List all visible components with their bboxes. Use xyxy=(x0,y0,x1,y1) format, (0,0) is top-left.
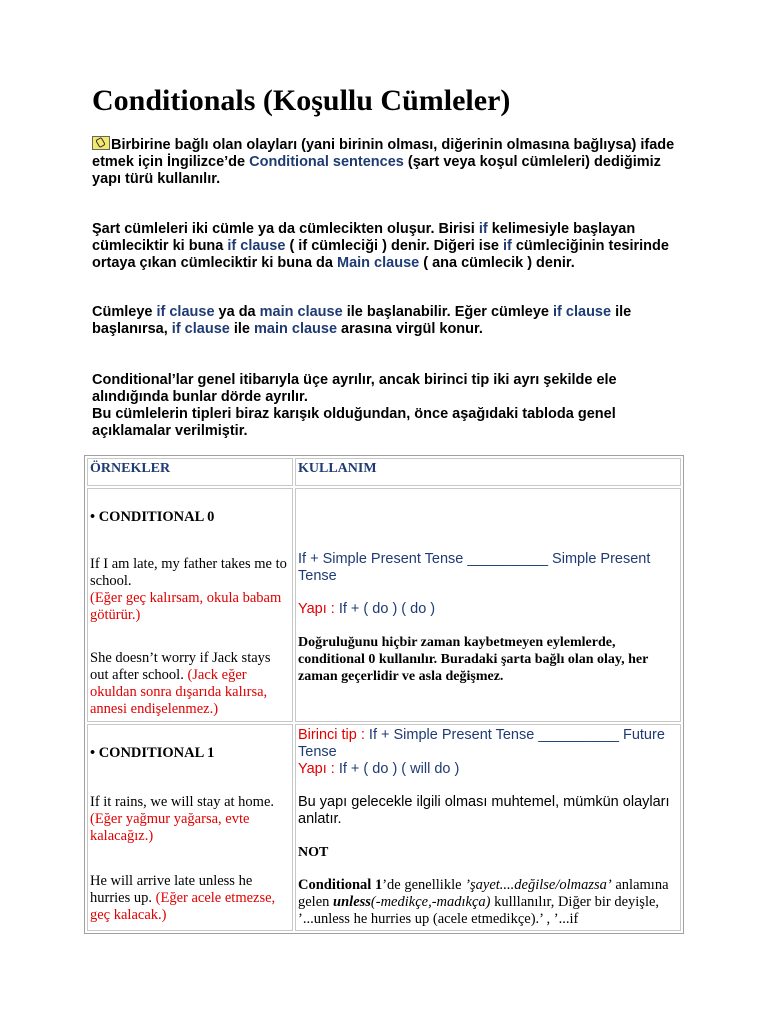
clause-paragraph: Şart cümleleri iki cümle ya da cümlecikten oluşur. Birisi if kelimesiyle başlayan cümleciktir ki buna if clause ( if cümleciği ) denir. Diğeri ise if cümleciğinin tesirinde ortaya çıkan cümleciktir ki buna da Main clause ( ana cümlecik ) denir. xyxy=(92,221,669,271)
term-if: if xyxy=(502,238,512,254)
table-row-conditional-1 xyxy=(87,724,681,931)
example-1-conditional-0: If I am late, my father takes me to school. (Eğer geç kalırsam, okula babam götürür.) xyxy=(90,556,287,623)
order-paragraph: Cümleye if clause ya da main clause ile başlanabilir. Eğer cümleye if clause ile başlanırsa, if clause ile main clause arasına virgül konur. xyxy=(92,304,632,337)
intro-text: Birbirine bağlı olan olayları (yani birinin olması, diğerinin olmasına bağlıysa) ifade etmek için İngilizce’de xyxy=(92,137,675,170)
term-if-clause: if clause xyxy=(553,304,612,320)
examples-cell-1 xyxy=(87,724,293,931)
term-if-clause: if clause xyxy=(156,304,215,320)
term-main-clause: Main clause xyxy=(337,255,420,271)
example-2-conditional-1: He will arrive late unless he hurries up. (Eğer acele etmezse, geç kalacak.) xyxy=(90,873,276,923)
note-conditional-1: Conditional 1’de genellikle ’şayet....değilse/olmazsa’ anlamına gelen unless(-medikçe,-madıkça) kulllanılır, Diğer bir deyişle, ’...unless he hurries up (acele etmedikçe).’ , ’...if xyxy=(298,877,669,927)
types-line-2: Bu cümlelerin tipleri biraz karışık olduğundan, önce aşağıdaki tabloda genel açıklamalar verilmiştir. xyxy=(92,406,616,439)
yapi-conditional-0: Yapı : If + ( do ) ( do ) xyxy=(298,601,436,617)
table-row-conditional-0 xyxy=(87,488,681,722)
term-if-clause: if clause xyxy=(227,238,286,254)
example-2-conditional-0: She doesn’t worry if Jack stays out after school. (Jack eğer okuldan sonra dışarıda kalırsa, annesi endişelenmez.) xyxy=(90,650,271,717)
example-1-conditional-1: If it rains, we will stay at home. (Eğer yağmur yağarsa, evte kalacağız.) xyxy=(90,794,275,844)
intro-text-end: (şart veya koşul cümleleri) dediğimiz yapı türü kullanılır. xyxy=(92,154,661,187)
types-line-1: Conditional’lar genel itibarıyla üçe ayrılır, ancak birinci tip iki ayrı şekilde ele alındığında bunlar dörde ayrılır. xyxy=(92,372,617,405)
usage-cell-1 xyxy=(295,724,681,931)
term-if-clause: if clause xyxy=(171,321,230,337)
term-if: if xyxy=(478,221,488,237)
usage-cell-0 xyxy=(295,488,681,722)
types-paragraph xyxy=(92,372,692,440)
yapi-conditional-1: Yapı : If + ( do ) ( will do ) xyxy=(298,761,460,777)
description-conditional-1: Bu yapı gelecekle ilgili olması muhtemel, mümkün olayları anlatır. xyxy=(298,794,670,827)
conditional-0-label: • CONDITIONAL 0 xyxy=(90,509,215,525)
conditionals-table xyxy=(84,455,684,934)
term-main-clause: main clause xyxy=(259,304,343,320)
not-heading: NOT xyxy=(298,845,329,860)
intro-paragraph xyxy=(92,136,692,188)
header-ornekler: ÖRNEKLER xyxy=(87,458,293,486)
description-conditional-0: Doğruluğunu hiçbir zaman kaybetmeyen eylemlerde, conditional 0 kullanılır. Buradaki şarta bağlı olan olay, her zaman geçerlidir ve asla değişmez. xyxy=(298,635,649,684)
formula-conditional-1: Birinci tip : If + Simple Present Tense __________ Future Tense xyxy=(298,727,665,760)
header-kullanim: KULLANIM xyxy=(295,458,681,486)
pencil-note-icon xyxy=(92,136,110,150)
formula-conditional-0: If + Simple Present Tense __________ Simple Present Tense xyxy=(298,551,651,584)
examples-cell-0 xyxy=(87,488,293,722)
term-main-clause: main clause xyxy=(254,321,338,337)
page-title: Conditionals (Koşullu Cümleler) xyxy=(92,84,511,117)
table-header-row xyxy=(87,458,681,486)
term-conditional-sentences: Conditional sentences xyxy=(249,154,404,170)
conditional-1-label: • CONDITIONAL 1 xyxy=(90,745,215,761)
